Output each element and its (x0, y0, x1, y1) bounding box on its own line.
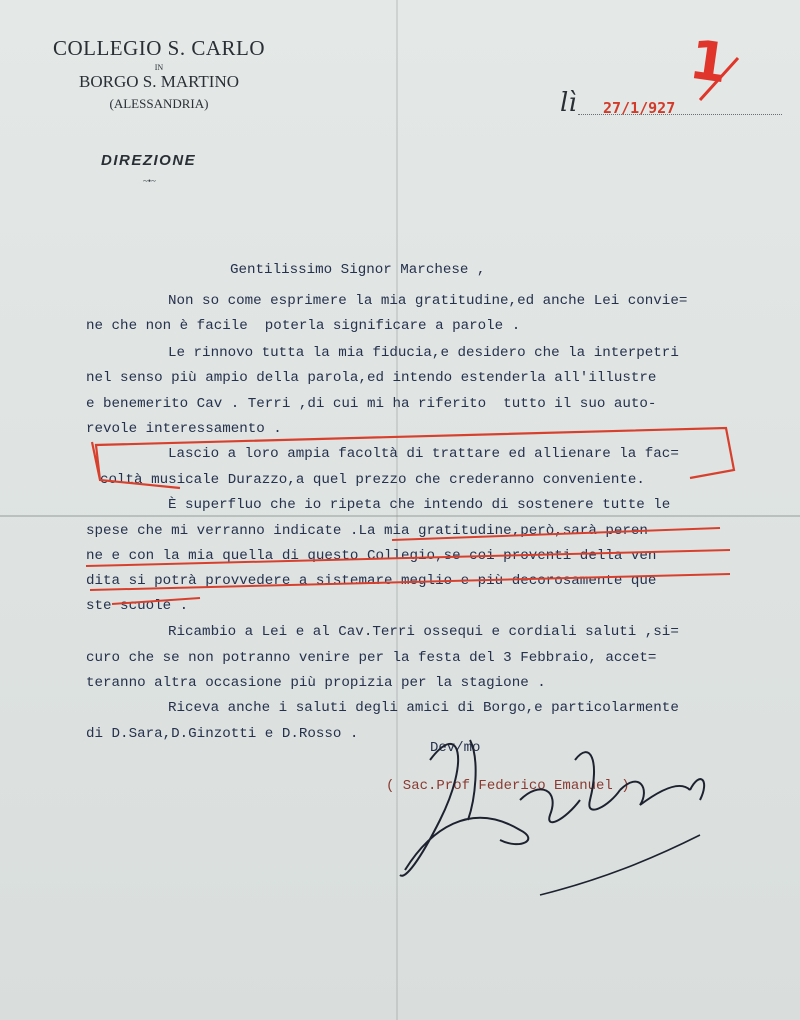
body-line-18: di D.Sara,D.Ginzotti e D.Rosso . (86, 726, 359, 742)
letterhead-in: IN (154, 63, 164, 72)
body-line-17: Riceva anche i saluti degli amici di Borgo,e particolarmente (168, 700, 679, 716)
body-line-7: Lascio a loro ampia facoltà di trattare ed allienare la fac= (168, 446, 679, 462)
signatory-name: ( Sac.Prof Federico Emanuel ) (386, 778, 630, 794)
body-line-6: revole interessamento . (86, 421, 282, 437)
body-line-1: Non so come esprimere la mia gratitudine,ed anche Lei convie= (168, 293, 688, 309)
signature-block (380, 740, 780, 900)
department-heading: DIREZIONE (101, 152, 197, 169)
salutation: Gentilissimo Signor Marchese , (230, 262, 486, 278)
body-line-5: e benemerito Cav . Terri ,di cui mi ha riferito tutto il suo auto- (86, 396, 657, 412)
body-line-8: coltà musicale Durazzo,a quel prezzo che crederanno conveniente. (100, 472, 645, 488)
closing: Dev/mo (430, 740, 481, 756)
body-line-16: teranno altra occasione più propizia per la stagione . (86, 675, 546, 691)
body-line-3: Le rinnovo tutta la mia fiducia,e desidero che la interpetri (168, 345, 679, 361)
body-line-14: Ricambio a Lei e al Cav.Terri ossequi e cordiali saluti ,si= (168, 624, 679, 640)
letterhead-town: BORGO S. MARTINO (78, 72, 240, 91)
body-line-4: nel senso più ampio della parola,ed intendo estenderla all'illustre (86, 370, 657, 386)
date-prefix: lì (560, 88, 577, 118)
department-ornament: ~•~ (143, 176, 156, 186)
date-value: 27/1/927 (603, 99, 676, 117)
letterhead-province: (ALESSANDRIA) (109, 96, 209, 111)
body-line-15: curo che se non potranno venire per la festa del 3 Febbraio, accet= (86, 650, 657, 666)
letterhead-institution: COLLEGIO S. CARLO (52, 36, 266, 60)
date-dotted-line (578, 114, 782, 115)
body-line-10: spese che mi verranno indicate .La mia gratitudine,però,sarà peren (86, 523, 648, 539)
body-line-12: dita si potrà provvedere a sistemare meglio e più decorosamente que (86, 573, 657, 589)
body-line-13: ste scuole . (86, 598, 189, 614)
body-line-11: ne e con la mia quella di questo Collegio,se coi proventi della ven (86, 548, 657, 564)
fold-crease-horizontal (0, 515, 800, 517)
letterhead (24, 36, 294, 112)
page-number-annotation: 1 (685, 27, 732, 96)
body-line-2: ne che non è facile poterla significare a parole . (86, 318, 521, 334)
body-line-9: È superfluo che io ripeta che intendo di sostenere tutte le (168, 497, 671, 513)
